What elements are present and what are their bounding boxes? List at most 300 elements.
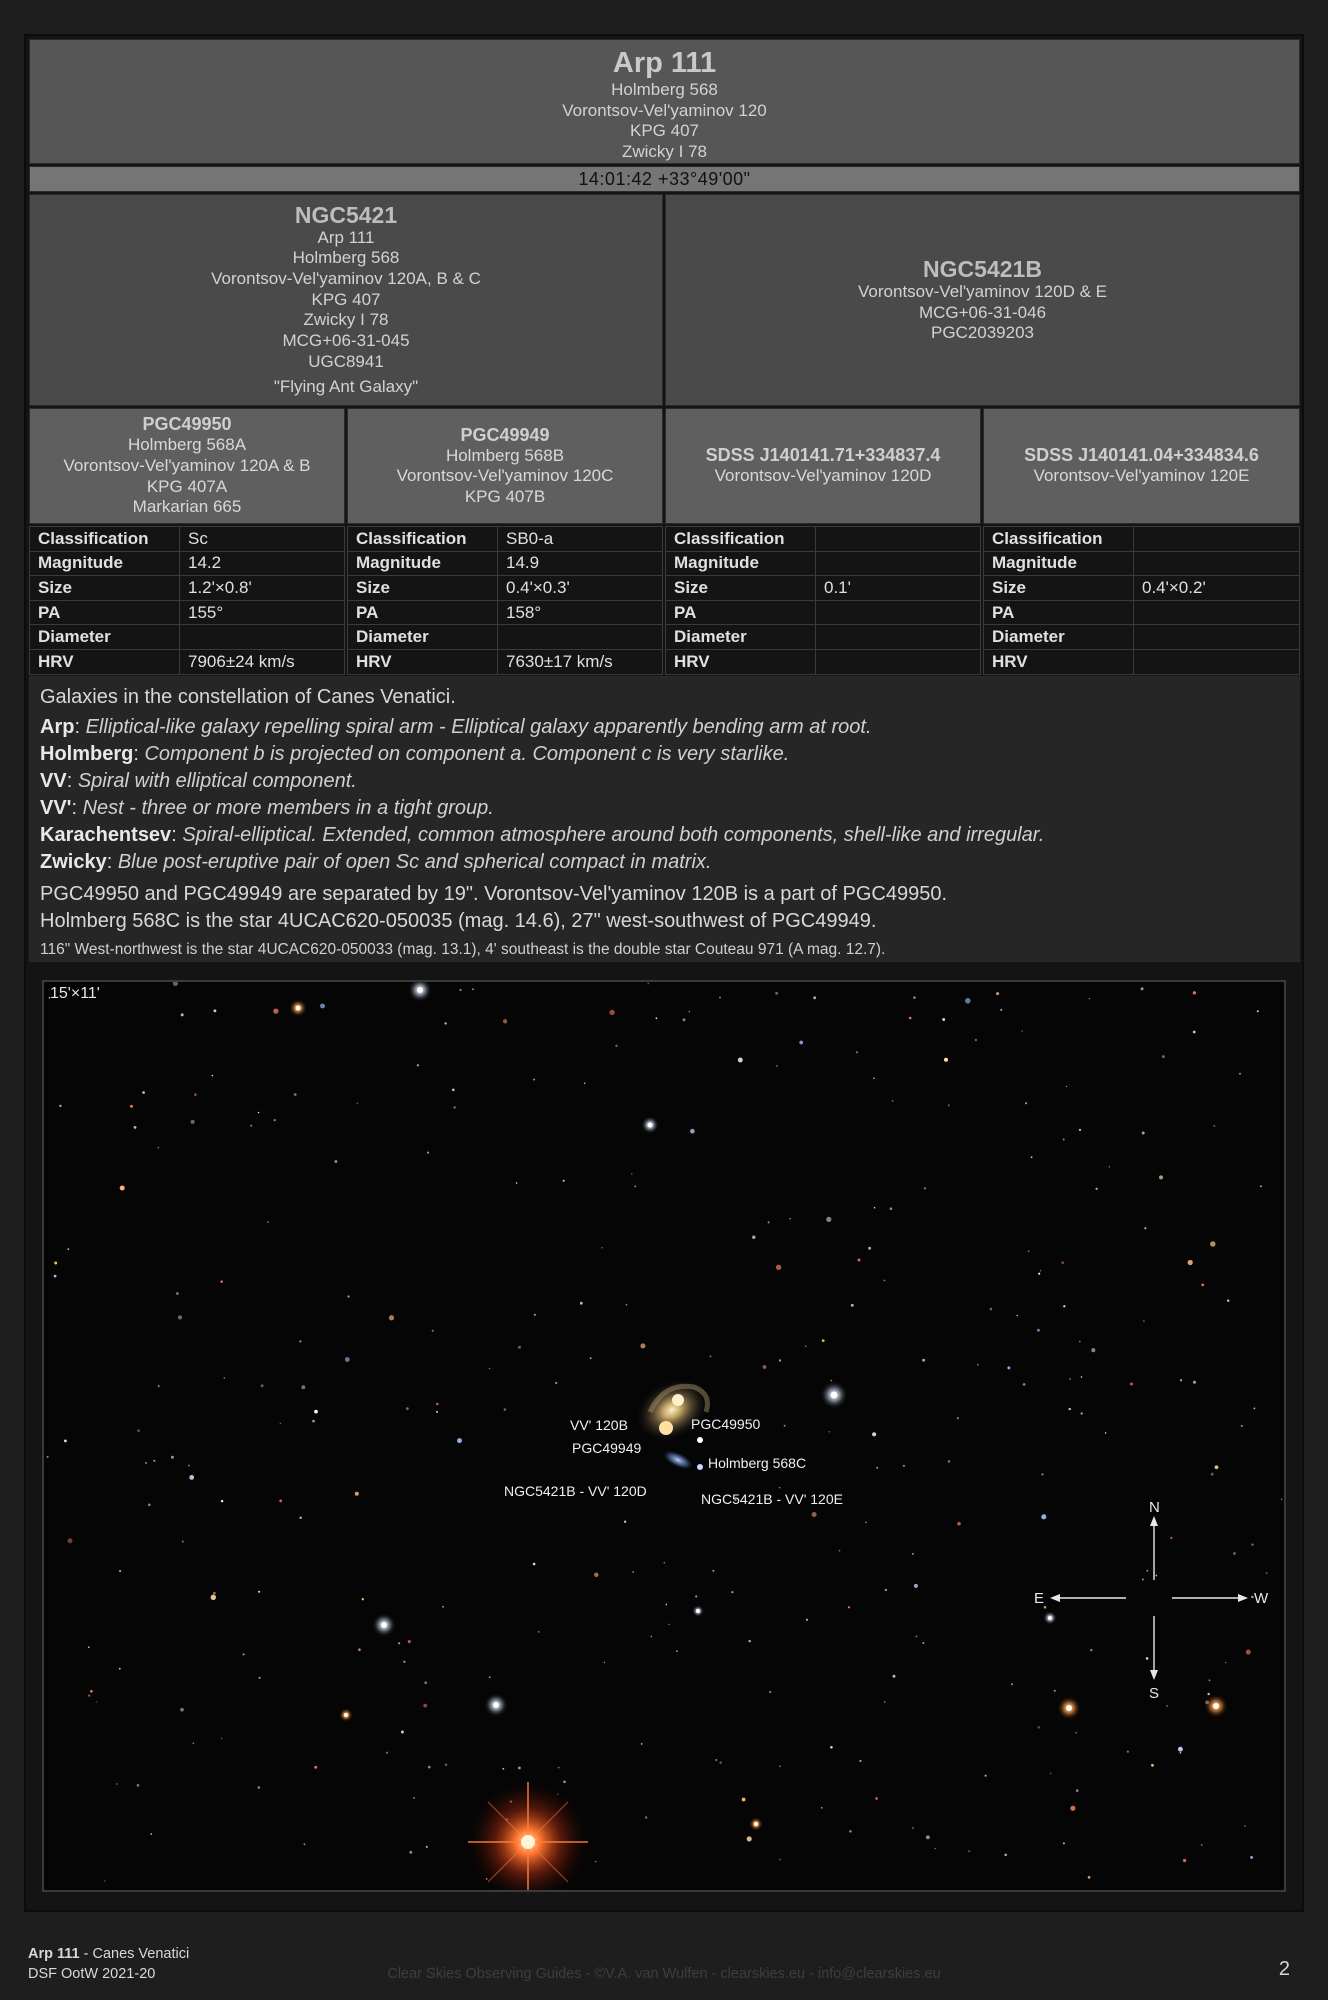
background-star <box>996 992 999 995</box>
background-star <box>88 1694 90 1696</box>
background-star <box>865 1522 867 1524</box>
system-alias: MCG+06-31-046 <box>918 302 1047 322</box>
background-star <box>389 1315 394 1320</box>
fov-label: 15'×11' <box>50 985 100 1002</box>
background-star <box>875 1797 878 1800</box>
background-star <box>158 1385 160 1387</box>
background-star <box>1241 1425 1243 1427</box>
background-star <box>624 1521 626 1523</box>
background-star <box>312 1420 315 1423</box>
background-star <box>872 1432 876 1436</box>
background-star <box>518 1766 521 1769</box>
system-alias: MCG+06-31-045 <box>282 331 410 351</box>
background-star <box>1266 1572 1268 1574</box>
background-star <box>504 1408 507 1411</box>
background-star <box>150 1833 152 1835</box>
note-line: Karachentsev: Spiral-elliptical. Extended, common atmosphere around both components, shell-like and irregular. <box>40 824 1045 846</box>
footer-object: Arp 111 <box>28 1946 80 1962</box>
background-star <box>1021 1030 1023 1032</box>
background-star <box>1130 1383 1133 1386</box>
note-line: Arp: Elliptical-like galaxy repelling spiral arm - Elliptical galaxy apparently bending arm at root. <box>40 716 872 738</box>
background-star <box>299 1340 301 1342</box>
background-star <box>631 1173 632 1174</box>
prop-label: Magnitude <box>666 551 816 576</box>
background-star <box>1201 1844 1203 1846</box>
background-star <box>1038 1273 1040 1275</box>
prop-value: SB0-a <box>498 527 663 552</box>
background-star <box>1144 1227 1146 1229</box>
background-star <box>957 1522 961 1526</box>
table-row <box>30 625 345 650</box>
footer-constellation: - Canes Venatici <box>79 1946 190 1962</box>
background-star <box>831 1380 832 1381</box>
background-star <box>912 1827 914 1829</box>
background-star <box>1025 1102 1027 1104</box>
background-star <box>912 1553 914 1555</box>
background-star <box>119 1570 121 1572</box>
background-star <box>261 1384 264 1387</box>
prop-label: Magnitude <box>348 551 498 576</box>
background-star <box>116 1783 118 1785</box>
footer-title-line <box>28 1944 189 1964</box>
background-star <box>137 1784 140 1787</box>
background-star <box>683 1018 686 1021</box>
background-star <box>426 1846 428 1848</box>
background-star <box>176 1292 179 1295</box>
background-star <box>784 1425 786 1427</box>
prop-label: Diameter <box>984 625 1134 650</box>
background-star <box>304 1843 306 1845</box>
background-star <box>763 1365 767 1369</box>
background-star <box>1050 1773 1052 1775</box>
prop-label: HRV <box>666 649 816 674</box>
prop-label: Diameter <box>30 625 180 650</box>
component-panel-sdss-e <box>983 408 1300 524</box>
background-star <box>442 1606 444 1608</box>
table-row <box>348 600 663 625</box>
prop-value <box>180 625 345 650</box>
background-star <box>417 1064 419 1066</box>
table-row <box>30 551 345 576</box>
background-star <box>120 1185 125 1190</box>
prop-label: Magnitude <box>30 551 180 576</box>
label-holmberg568c: Holmberg 568C <box>708 1455 807 1471</box>
label-pgc49950: PGC49950 <box>691 1416 761 1432</box>
label-pgc49949: PGC49949 <box>572 1440 642 1456</box>
component-alias: Markarian 665 <box>132 497 242 517</box>
prop-label: Size <box>30 576 180 601</box>
sky-image <box>42 980 1286 1892</box>
background-star <box>142 1091 145 1094</box>
group-alias: KPG 407 <box>630 121 699 140</box>
prop-value: 14.9 <box>498 551 663 576</box>
background-star <box>181 1013 184 1016</box>
prop-label: PA <box>30 600 180 625</box>
table-row <box>348 576 663 601</box>
note-text: Spiral-elliptical. Extended, common atmosphere around both components, shell-like and irregular. <box>182 824 1045 846</box>
system-alias: Zwicky I 78 <box>303 310 389 330</box>
separation-note: Holmberg 568C is the star 4UCAC620-050035 (mag. 14.6), 27" west-southwest of PGC49949. <box>40 910 877 932</box>
background-star <box>873 1078 875 1080</box>
component-panel-sdss-d <box>665 408 981 524</box>
background-star <box>1141 987 1144 990</box>
background-star <box>1105 1432 1106 1433</box>
prop-value <box>498 625 663 650</box>
background-star <box>594 1573 599 1578</box>
background-star <box>180 1708 184 1712</box>
background-star <box>401 1731 404 1734</box>
background-star <box>1146 1657 1149 1660</box>
background-star <box>347 1295 349 1297</box>
background-star <box>922 1359 925 1362</box>
background-star <box>221 1738 222 1739</box>
background-star <box>913 996 916 999</box>
background-star <box>358 1648 361 1651</box>
background-star <box>1063 1842 1065 1844</box>
component-alias: Vorontsov-Vel'yaminov 120A & B <box>63 455 311 475</box>
background-star <box>538 1631 540 1633</box>
table-row <box>666 551 981 576</box>
notes-panel <box>29 676 1300 962</box>
background-star <box>1260 1185 1262 1187</box>
background-star <box>965 998 971 1004</box>
background-star <box>314 1410 318 1414</box>
background-star <box>533 1079 535 1081</box>
prop-label: Classification <box>984 527 1134 552</box>
background-star <box>829 1431 830 1432</box>
note-label: Arp <box>40 716 75 738</box>
background-star <box>779 1766 780 1767</box>
group-title: Arp 111 <box>612 47 717 79</box>
background-star <box>1061 1261 1064 1264</box>
background-star <box>472 988 474 990</box>
table-row <box>984 600 1300 625</box>
background-star <box>211 1595 216 1600</box>
background-star <box>413 1797 415 1799</box>
background-star <box>436 1403 438 1405</box>
prop-value <box>1134 649 1300 674</box>
table-row <box>666 576 981 601</box>
prop-value <box>816 600 981 625</box>
background-star <box>1159 1175 1163 1179</box>
background-star <box>1281 1498 1282 1499</box>
background-star <box>768 1221 770 1223</box>
background-star <box>812 1512 817 1517</box>
background-star <box>664 1562 666 1564</box>
background-star <box>258 1677 260 1679</box>
component-alias: Vorontsov-Vel'yaminov 120C <box>396 466 614 486</box>
component-title: SDSS J140141.71+334837.4 <box>705 445 941 466</box>
group-alias: Holmberg 568 <box>611 80 718 99</box>
background-star <box>858 1259 861 1262</box>
component-alias: Holmberg 568A <box>127 435 247 455</box>
background-star <box>191 1120 195 1124</box>
background-star <box>1193 1031 1196 1034</box>
background-star <box>615 1045 617 1047</box>
background-star <box>1183 1859 1186 1862</box>
background-star <box>267 1221 269 1223</box>
background-star <box>1041 1473 1043 1475</box>
background-star <box>640 1343 645 1348</box>
background-star <box>1076 1789 1079 1792</box>
properties-table-sdss-e <box>983 526 1300 675</box>
table-row <box>984 527 1300 552</box>
component-alias: Holmberg 568B <box>445 445 565 465</box>
background-star <box>178 1315 182 1319</box>
background-star <box>534 1314 536 1316</box>
background-star <box>789 1218 790 1219</box>
background-star <box>189 1475 194 1480</box>
background-star <box>1155 1575 1157 1577</box>
background-star <box>257 1786 260 1789</box>
prop-value <box>816 649 981 674</box>
background-star <box>243 1653 245 1655</box>
observing-sheet <box>24 34 1304 1912</box>
background-star <box>452 1089 455 1092</box>
background-star <box>145 1462 147 1464</box>
background-star <box>1151 1764 1154 1767</box>
background-star <box>1088 1876 1091 1879</box>
background-star <box>775 992 778 995</box>
background-star <box>632 1571 633 1572</box>
background-star <box>915 1635 917 1637</box>
background-star <box>903 1465 905 1467</box>
background-star <box>590 1357 592 1359</box>
note-label: VV <box>40 770 67 792</box>
background-star <box>876 1467 878 1469</box>
background-star <box>874 1207 876 1209</box>
background-star <box>555 1382 557 1384</box>
prop-value <box>1134 600 1300 625</box>
note-text: Elliptical-like galaxy repelling spiral arm - Elliptical galaxy apparently bending arm at root. <box>85 716 872 738</box>
background-star <box>221 1500 223 1502</box>
background-star <box>885 1589 887 1591</box>
system-alias: Arp 111 <box>317 227 375 247</box>
background-star <box>883 1280 885 1282</box>
note-text: Blue post-eruptive pair of open Sc and spherical compact in matrix. <box>117 851 712 873</box>
table-row <box>30 576 345 601</box>
table-row <box>984 625 1300 650</box>
background-star <box>386 1752 388 1754</box>
background-star <box>690 1129 695 1134</box>
background-star <box>157 1147 159 1149</box>
background-star <box>1254 1408 1256 1410</box>
background-star <box>968 1850 970 1852</box>
background-star <box>1251 1543 1254 1546</box>
background-star <box>1069 1378 1071 1380</box>
background-star <box>459 989 461 991</box>
properties-table-pgc49949 <box>347 526 663 675</box>
system-title: NGC5421B <box>923 255 1042 282</box>
prop-value <box>816 625 981 650</box>
background-star <box>892 1675 895 1678</box>
coordinates-bar: 14:01:42 +33°49'00" <box>29 166 1300 192</box>
system-alias: UGC8941 <box>308 351 384 371</box>
background-star <box>1143 1320 1145 1322</box>
background-star <box>776 1065 778 1067</box>
background-star <box>1109 1166 1110 1167</box>
background-star <box>1069 1408 1071 1410</box>
component-alias: Vorontsov-Vel'yaminov 120D <box>714 466 932 486</box>
background-star <box>926 1835 930 1839</box>
prop-label: HRV <box>984 649 1134 674</box>
system-panel-ngc5421b <box>665 194 1300 406</box>
background-star <box>250 1125 252 1127</box>
background-star <box>280 1422 282 1424</box>
prop-label: Size <box>984 576 1134 601</box>
background-star <box>948 1460 951 1463</box>
prop-value <box>816 551 981 576</box>
background-star <box>944 1058 948 1062</box>
background-star <box>1037 1329 1040 1332</box>
background-star <box>641 1743 643 1745</box>
prop-label: Classification <box>666 527 816 552</box>
background-star <box>856 1051 858 1053</box>
compass-s: S <box>1149 1685 1160 1702</box>
background-star <box>104 1880 105 1881</box>
background-star <box>212 1075 214 1077</box>
background-star <box>1054 1690 1056 1692</box>
background-star <box>558 1767 560 1769</box>
system-alias: Vorontsov-Vel'yaminov 120A, B & C <box>211 268 481 288</box>
background-star <box>258 1112 260 1114</box>
background-star <box>457 1438 462 1443</box>
background-star <box>489 1368 491 1370</box>
background-star <box>59 1105 62 1108</box>
background-star <box>47 1456 49 1458</box>
background-star <box>738 1058 743 1063</box>
prop-value: 14.2 <box>180 551 345 576</box>
background-star <box>1162 1055 1165 1058</box>
background-star <box>1246 1650 1251 1655</box>
background-star <box>806 1619 808 1621</box>
table-row <box>30 600 345 625</box>
background-star <box>884 1701 886 1703</box>
background-star <box>1040 1270 1041 1271</box>
note-label: Holmberg <box>40 743 134 765</box>
background-star <box>533 1563 536 1566</box>
background-star <box>224 1377 225 1378</box>
footer-credits: Clear Skies Observing Guides - ©V.A. van Wulfen - clearskies.eu - info@clearskies.eu <box>387 1966 941 1982</box>
system-alias: Holmberg 568 <box>292 248 400 268</box>
properties-table-pgc49950 <box>29 526 345 675</box>
prop-label: PA <box>666 600 816 625</box>
background-star <box>1201 1284 1204 1287</box>
background-star <box>1146 1570 1148 1572</box>
prop-value: 0.4'×0.2' <box>1134 576 1300 601</box>
background-star <box>334 1160 337 1163</box>
background-star <box>890 1207 893 1210</box>
background-star <box>1007 1366 1010 1369</box>
background-star <box>892 1100 894 1102</box>
background-star <box>990 1308 993 1311</box>
background-star <box>752 1236 755 1239</box>
background-star <box>1016 1315 1018 1317</box>
prop-label: Diameter <box>348 625 498 650</box>
background-star <box>134 1126 137 1129</box>
background-star <box>279 1500 282 1503</box>
label-vv120b: VV' 120B <box>570 1417 628 1433</box>
label-ngc5421b-e: NGC5421B - VV' 120E <box>701 1491 843 1507</box>
background-star <box>1070 1806 1075 1811</box>
background-star <box>977 1364 979 1366</box>
background-star <box>301 1385 305 1389</box>
background-star <box>424 1681 427 1684</box>
background-star <box>934 1848 936 1850</box>
table-row <box>666 600 981 625</box>
note-text: Spiral with elliptical component. <box>77 770 357 792</box>
prop-value: 0.1' <box>816 576 981 601</box>
table-row <box>348 551 663 576</box>
background-star <box>719 997 721 999</box>
background-star <box>826 1217 831 1222</box>
separation-note: PGC49950 and PGC49949 are separated by 19". Vorontsov-Vel'yaminov 120B is a part of PGC49950. <box>40 883 948 905</box>
background-star <box>604 1662 605 1663</box>
background-star <box>171 1456 174 1459</box>
background-star <box>119 1668 121 1670</box>
background-star <box>595 1861 597 1863</box>
background-star <box>213 1009 216 1012</box>
background-star <box>948 1104 950 1106</box>
background-star <box>345 1357 350 1362</box>
table-row <box>984 576 1300 601</box>
background-star <box>1215 1465 1219 1469</box>
table-row <box>348 527 663 552</box>
background-star <box>914 1584 918 1588</box>
background-star <box>1225 1662 1227 1664</box>
background-star <box>821 1807 822 1808</box>
background-star <box>90 1690 93 1693</box>
system-nickname: "Flying Ant Galaxy" <box>273 377 419 397</box>
background-star <box>626 1304 628 1306</box>
background-star <box>563 1180 565 1182</box>
background-star <box>1091 1348 1095 1352</box>
background-star <box>742 1798 746 1802</box>
properties-table-sdss-d <box>665 526 981 675</box>
background-star <box>975 1039 977 1041</box>
note-label: VV' <box>40 797 72 819</box>
background-star <box>830 1746 833 1749</box>
background-star <box>54 1275 57 1278</box>
background-star <box>779 1859 781 1861</box>
note-line: Holmberg: Component b is projected on component a. Component c is very starlike. <box>40 743 790 765</box>
label-ngc5421b-d: NGC5421B - VV' 120D <box>504 1483 647 1499</box>
background-star <box>709 1355 711 1357</box>
prop-value <box>1134 527 1300 552</box>
component-title: SDSS J140141.04+334834.6 <box>1024 445 1259 466</box>
background-star <box>1063 1305 1065 1307</box>
background-star <box>1031 1156 1033 1158</box>
background-star <box>64 1440 67 1443</box>
prop-label: Diameter <box>666 625 816 650</box>
background-star <box>299 1517 301 1519</box>
background-star <box>868 1247 871 1250</box>
background-star <box>822 1339 825 1342</box>
component-alias: KPG 407B <box>464 486 546 506</box>
note-line: VV': Nest - three or more members in a tight group. <box>40 797 494 819</box>
sky-image-canvas <box>44 982 1286 1892</box>
background-star <box>1239 1073 1241 1075</box>
background-star <box>137 1430 139 1432</box>
component-title: PGC49949 <box>460 424 550 445</box>
background-star <box>54 1262 57 1265</box>
prop-label: Size <box>666 576 816 601</box>
background-star <box>1089 998 1090 999</box>
background-star <box>96 1701 97 1702</box>
table-row <box>666 527 981 552</box>
background-star <box>213 1592 216 1595</box>
background-star <box>747 1836 752 1841</box>
